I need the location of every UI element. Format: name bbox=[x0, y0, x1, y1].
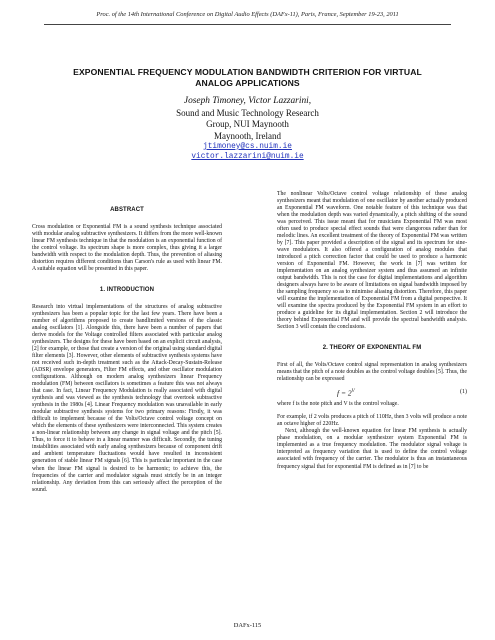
right-column bbox=[277, 191, 467, 471]
page-number: DAFx-115 bbox=[233, 622, 262, 629]
left-column bbox=[32, 207, 222, 494]
example-paragraph: For example, if 2 volts produces a pitch of 110Hz, then 3 volts will produce a note an octave higher of 220Hz. bbox=[277, 414, 467, 428]
affiliation-line-3: Maynooth, Ireland bbox=[214, 130, 281, 141]
author-names: Joseph Timoney, Victor Lazzarini, bbox=[183, 96, 312, 106]
affiliation-line-1: Sound and Music Technology Research bbox=[176, 107, 319, 118]
theory-heading: 2. THEORY OF EXPONENTIAL FM bbox=[322, 345, 422, 352]
introduction-paragraph: Research into virtual implementations of the structures of analog subtractive synthesizers has been a popular topic for the last few years. There have been a number of algorithms proposed to create bandlimited versions of the classic analog oscillators [1]. Alongside this, there have been a number of papers that derive models for the Voltage controlled filters associated with particular analog synthesizers. The designs for these have been based on an explicit circuit analysis, [2] for example, or those that create a version of the original using standard digital filter elements [3]. However, other elements of subtractive synthesis systems have not received such in-depth treatment such as the Attack-Decay-Sustain-Release (ADSR) envelope generators, Filter FM effects, and other oscillator modulation configurations. Although on modern analog synthesizers linear Frequency modulation (FM) between oscillators is sometimes a feature this was not always that case. In fact, Linear Frequency Modulation is really associated with digital synthesis and was viewed as the synthesis technology that overtook subtractive synthesis in the 1980s [4]. Linear Frequency modulation was unavailable in early modular subtractive synthesis systems for two primary reasons: Firstly, it was difficult to implement because of the Volts/Octave control voltage concept on which the elements of these synthesizers were interconnected. This system creates a non-linear relationship between any change in signal voltage and the pitch [5]. Thus, to force it to behave in a linear manner was difficult. Secondly, the tuning instabilities associated with early analog synthesizers because of component drift and ambient temperature fluctuations would have resulted in inconsistent generation of stable linear FM signals [6]. This is particular important in the case when the linear FM signal is desired to be harmonic; to achieve this, the frequencies of the carrier and modulator signals must strictly be in an integer relationship. Any deviation from this can seriously affect the perception of the sound. bbox=[32, 304, 222, 493]
email-link-1[interactable]: jtimoney@cs.nuim.ie bbox=[203, 143, 292, 151]
equation-1 bbox=[277, 383, 467, 401]
affiliation-line-2: Group, NUI Maynooth bbox=[206, 119, 289, 129]
equation-formula: $f = 2^V$ bbox=[337, 388, 355, 398]
theory-paragraph: First of all, the Volts/Octave control signal representation in analog synthesizers means that the pitch of a note doubles as the control voltage doubles [5]. Thus, the relationship can be expressed bbox=[277, 362, 467, 383]
author-block bbox=[0, 96, 495, 162]
equation-explanation: where f is the note pitch and V is the control voltage. bbox=[277, 401, 399, 408]
modulator-paragraph: Next, although the well-known equation for linear FM synthesis is actually phase modulation, on a modular synthesizer system Exponential FM is implemented as a true frequency modulation. The modulator signal voltage is interpreted as frequency variation that is used to define the control voltage associated with frequency of the carrier. The modulator is thus an instantaneous frequency signal that for exponential FM is defined as in [7] to be bbox=[277, 428, 467, 470]
header-rule bbox=[44, 24, 451, 25]
abstract-text: Cross modulation or Exponential FM is a sound synthesis technique associated with modular analog subtractive synthesizers. It differs from the more well-known linear FM synthesis technique in that the modulation is an exponential function of the control voltage. Its spectrum shape is more complex, thus giving it a larger bandwidth with respect to the modulation depth. Thus, the prevention of aliasing distortion requires different conditions than Carson's rule as used with linear FM. A suitable equation will be presented in this paper. bbox=[32, 224, 222, 273]
email-link-2[interactable]: victor.lazzarini@nuim.ie bbox=[191, 153, 304, 161]
paper-title bbox=[40, 67, 455, 89]
title-line-1: EXPONENTIAL FREQUENCY MODULATION BANDWIDTH CRITERION FOR VIRTUAL bbox=[73, 67, 422, 77]
abstract-heading: ABSTRACT bbox=[110, 207, 144, 213]
equation-number: (1) bbox=[460, 388, 467, 395]
introduction-heading: 1. INTRODUCTION bbox=[99, 287, 155, 294]
right-paragraph-1: The nonlinear Volts/Octave control voltage relationship of these analog synthesizers meant that modulation of one oscillator by another actually produced an Exponential FM waveform. One notable feature of this technique was that when the modulation depth was varied dynamically, a pitch shifting of the sound was perceived. This issue meant that for musicians Exponential FM was most often used to produce special effect sounds that were clangorous rather than for melodic lines. An excellent treatment of the theory of Exponential FM was written by [7]. This paper provided a description of the signal and its spectrum for sine-wave modulators. It also offered a configuration of analog modules that introduced a pitch correction factor that could be used to produce a harmonic version of Exponential FM. However, the work in [7] was written for implementation on an analog synthesizer system and thus assumed an infinite output bandwidth. This is not the case for digital implementations and algorithm designers always have to be aware of limitations on signal bandwidth imposed by the sampling frequency so as to minimise aliasing distortion. Therefore, this paper will examine the implementation of Exponential FM from a digital perspective. It will examine the spectra produced by the Exponential FM system in an effort to produce a guideline for its digital implementation. Section 2 will introduce the theory behind Exponential FM and will provide the spectral bandwidth analysis. Section 3 will contain the conclusions. bbox=[277, 191, 467, 331]
running-header: Proc. of the 14th International Conference on Digital Audio Effects (DAFx-11), Paris, France, September 19-23, 2011 bbox=[96, 11, 399, 18]
title-line-2: ANALOG APPLICATIONS bbox=[195, 78, 300, 88]
